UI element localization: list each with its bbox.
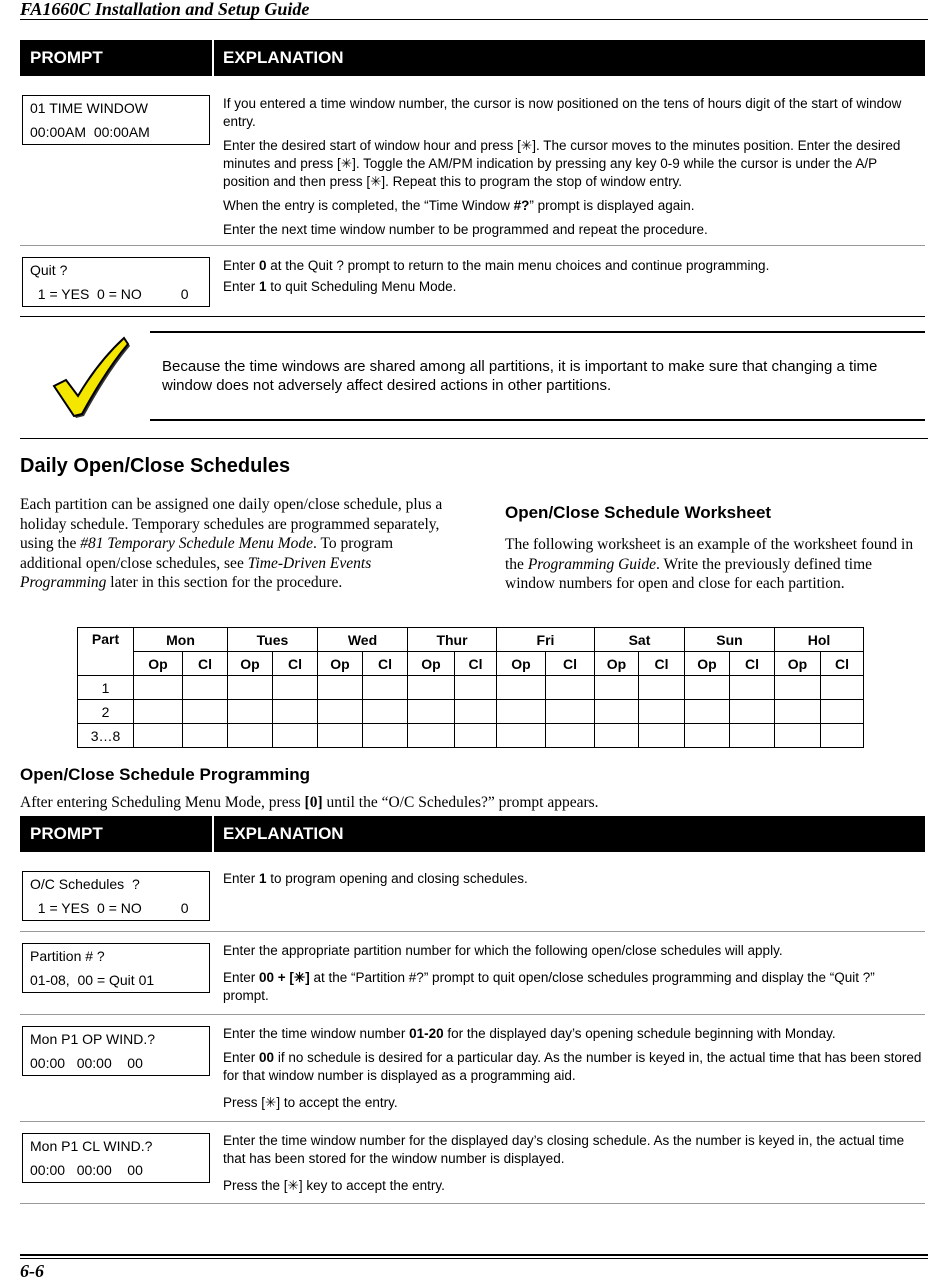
explanation-quit [223, 257, 923, 302]
explanation-paragraph: Enter 1 to program opening and closing schedules. [223, 871, 528, 886]
programming-intro: After entering Scheduling Menu Mode, press [0] until the “O/C Schedules?” prompt appears. [20, 794, 599, 811]
worksheet-table [77, 627, 864, 748]
worksheet-title: Open/Close Schedule Worksheet [505, 503, 772, 522]
entry-cell[interactable] [821, 700, 864, 724]
lcd-line-1: Quit ? [30, 262, 68, 278]
day-header: Sat [595, 628, 685, 652]
row-divider [20, 1121, 925, 1122]
daily-paragraph: Each partition can be assigned one daily open/close schedule, plus a holiday schedule. Temporary schedules are programmed separately, using the #81 Temporary Schedule Menu Mode. To program additional open/close schedules, see Time-Driven Events Programming later in this section for the procedure. [20, 496, 443, 591]
prompt-column-label: PROMPT [30, 48, 103, 67]
explanation-paragraph: Enter 00 if no schedule is desired for a particular day. As the number is keyed in, the actual time that has been stored for that window number is displayed as a programming aid. [223, 1050, 922, 1083]
op-header: Op [775, 652, 821, 676]
explanation-oc-schedules [223, 870, 923, 894]
explanation-paragraph: Press the [✳] key to accept the entry. [223, 1178, 445, 1193]
document-title: FA1660C Installation and Setup Guide [20, 0, 310, 19]
lcd-line-1: Mon P1 OP WIND.? [30, 1031, 156, 1047]
entry-cell[interactable] [821, 676, 864, 700]
op-header: Op [318, 652, 363, 676]
section-title-daily: Daily Open/Close Schedules [20, 455, 291, 477]
op-header: Op [408, 652, 455, 676]
lcd-line-2: 01-08, 00 = Quit 01 [30, 972, 155, 988]
entry-cell[interactable] [497, 700, 546, 724]
entry-cell[interactable] [455, 676, 497, 700]
explanation-paragraph: Enter the appropriate partition number for which the following open/close schedules will apply. [223, 943, 783, 958]
lcd-line-1: Mon P1 CL WIND.? [30, 1138, 153, 1154]
row-divider [20, 1203, 925, 1204]
note-bottom-rule [150, 419, 925, 421]
row-divider [20, 931, 925, 932]
table-row [78, 724, 864, 748]
entry-cell[interactable] [639, 676, 685, 700]
worksheet-paragraph: The following worksheet is an example of the worksheet found in the Programming Guide. Write the previously defined time window numbers for open and close for each partition. [505, 536, 914, 592]
entry-cell[interactable] [134, 676, 183, 700]
day-header: Wed [318, 628, 408, 652]
entry-cell[interactable] [228, 700, 273, 724]
lcd-line-1: O/C Schedules ? [30, 876, 140, 892]
cl-header: Cl [546, 652, 595, 676]
explanation-cl-window [223, 1132, 923, 1201]
cl-header: Cl [273, 652, 318, 676]
header-rule [20, 19, 928, 20]
entry-cell[interactable] [497, 676, 546, 700]
cl-header: Cl [639, 652, 685, 676]
prompt-table-header [20, 816, 925, 852]
entry-cell[interactable] [546, 700, 595, 724]
entry-cell[interactable] [685, 700, 730, 724]
op-header: Op [595, 652, 639, 676]
entry-cell[interactable] [318, 724, 363, 748]
day-header: Mon [134, 628, 228, 652]
explanation-paragraph: Enter the time window number for the displayed day’s closing schedule. As the number is keyed in, the actual time that has been stored for the window number is displayed. [223, 1133, 905, 1166]
lcd-line-2: 00:00AM 00:00AM [30, 124, 150, 140]
entry-cell[interactable] [408, 724, 455, 748]
explanation-time-window [223, 95, 923, 245]
entry-cell[interactable] [183, 724, 228, 748]
lcd-line-1: Partition # ? [30, 948, 105, 964]
entry-cell[interactable] [363, 676, 408, 700]
entry-cell[interactable] [134, 700, 183, 724]
lcd-prompt-partition [22, 943, 210, 993]
day-header: Hol [775, 628, 864, 652]
lcd-prompt-time-window [22, 95, 210, 145]
op-header: Op [497, 652, 546, 676]
explanation-paragraph: Press [✳] to accept the entry. [223, 1095, 398, 1110]
entry-cell[interactable] [730, 676, 775, 700]
explanation-paragraph: Enter 1 to quit Scheduling Menu Mode. [223, 279, 457, 294]
entry-cell[interactable] [639, 724, 685, 748]
entry-cell[interactable] [821, 724, 864, 748]
lcd-prompt-oc-schedules [22, 871, 210, 921]
entry-cell[interactable] [775, 700, 821, 724]
lcd-line-2: 1 = YES 0 = NO 0 [30, 900, 189, 916]
entry-cell[interactable] [228, 724, 273, 748]
day-header: Thur [408, 628, 497, 652]
entry-cell[interactable] [273, 676, 318, 700]
entry-cell[interactable] [595, 700, 639, 724]
entry-cell[interactable] [408, 700, 455, 724]
op-header: Op [134, 652, 183, 676]
explanation-paragraph: Enter 00 + [✳] at the “Partition #?” prompt to quit open/close schedules programming and display the “Quit ?” prompt. [223, 970, 875, 1003]
footer-rule-thin [20, 1258, 928, 1259]
explanation-paragraph: Enter 0 at the Quit ? prompt to return to the main menu choices and continue programming. [223, 258, 770, 273]
entry-cell[interactable] [408, 676, 455, 700]
note-top-rule [150, 331, 925, 333]
entry-cell[interactable] [775, 676, 821, 700]
section-title-programming: Open/Close Schedule Programming [20, 765, 311, 784]
entry-cell[interactable] [730, 700, 775, 724]
lcd-line-2: 00:00 00:00 00 [30, 1055, 143, 1071]
cl-header: Cl [821, 652, 864, 676]
cl-header: Cl [363, 652, 408, 676]
entry-cell[interactable] [134, 724, 183, 748]
day-header: Sun [685, 628, 775, 652]
lcd-prompt-cl-window [22, 1133, 210, 1183]
prompt-column-label: PROMPT [30, 824, 103, 843]
prompt-table-header [20, 40, 925, 76]
lcd-line-1: 01 TIME WINDOW [30, 100, 148, 116]
entry-cell[interactable] [363, 700, 408, 724]
entry-cell[interactable] [639, 700, 685, 724]
cl-header: Cl [455, 652, 497, 676]
entry-cell[interactable] [318, 700, 363, 724]
explanation-paragraph: Enter the next time window number to be programmed and repeat the procedure. [223, 222, 708, 237]
page-number: 6-6 [20, 1261, 44, 1281]
explanation-paragraph: Enter the desired start of window hour and press [✳]. The cursor moves to the minutes position. Enter the desired minutes and press [✳]. Toggle the AM/PM indication by pressing any key 0-9 while the cursor is under the A/P position and then press [✳]. Repeat this to program the stop of window entry. [223, 138, 901, 189]
entry-cell[interactable] [273, 700, 318, 724]
note-text: Because the time windows are shared among all partitions, it is important to make sure that changing a time window does not adversely affect desired actions in other partitions. [162, 358, 878, 394]
entry-cell[interactable] [455, 700, 497, 724]
entry-cell[interactable] [183, 676, 228, 700]
section-rule [20, 438, 928, 439]
day-header: Tues [228, 628, 318, 652]
lcd-line-2: 1 = YES 0 = NO 0 [30, 286, 189, 302]
entry-cell[interactable] [595, 724, 639, 748]
table-bottom-rule [20, 316, 925, 317]
entry-cell[interactable] [318, 676, 363, 700]
explanation-op-window [223, 1025, 923, 1118]
entry-cell[interactable] [228, 676, 273, 700]
entry-cell[interactable] [685, 676, 730, 700]
part-cell: 2 [78, 700, 134, 724]
part-cell: 3…8 [78, 724, 134, 748]
lcd-prompt-quit [22, 257, 210, 307]
explanation-column-label: EXPLANATION [223, 824, 344, 843]
entry-cell[interactable] [685, 724, 730, 748]
row-divider [20, 245, 925, 246]
op-header: Op [685, 652, 730, 676]
lcd-line-2: 00:00 00:00 00 [30, 1162, 143, 1178]
cl-header: Cl [183, 652, 228, 676]
entry-cell[interactable] [455, 724, 497, 748]
entry-cell[interactable] [363, 724, 408, 748]
explanation-paragraph: When the entry is completed, the “Time Window #?” prompt is displayed again. [223, 198, 695, 213]
footer-rule [20, 1254, 928, 1256]
entry-cell[interactable] [775, 724, 821, 748]
entry-cell[interactable] [497, 724, 546, 748]
table-row [78, 676, 864, 700]
row-divider [20, 1014, 925, 1015]
explanation-partition [223, 942, 923, 1011]
lcd-prompt-op-window [22, 1026, 210, 1076]
entry-cell[interactable] [273, 724, 318, 748]
entry-cell[interactable] [595, 676, 639, 700]
part-cell: 1 [78, 676, 134, 700]
entry-cell[interactable] [730, 724, 775, 748]
part-header: Part [78, 628, 134, 676]
explanation-paragraph: Enter the time window number 01-20 for the displayed day’s opening schedule beginning with Monday. [223, 1026, 836, 1041]
table-row [78, 700, 864, 724]
day-header: Fri [497, 628, 595, 652]
checkmark-icon [50, 334, 130, 418]
entry-cell[interactable] [546, 676, 595, 700]
explanation-paragraph: If you entered a time window number, the cursor is now positioned on the tens of hours digit of the start of window entry. [223, 96, 902, 129]
op-header: Op [228, 652, 273, 676]
explanation-column-label: EXPLANATION [223, 48, 344, 67]
cl-header: Cl [730, 652, 775, 676]
entry-cell[interactable] [546, 724, 595, 748]
entry-cell[interactable] [183, 700, 228, 724]
